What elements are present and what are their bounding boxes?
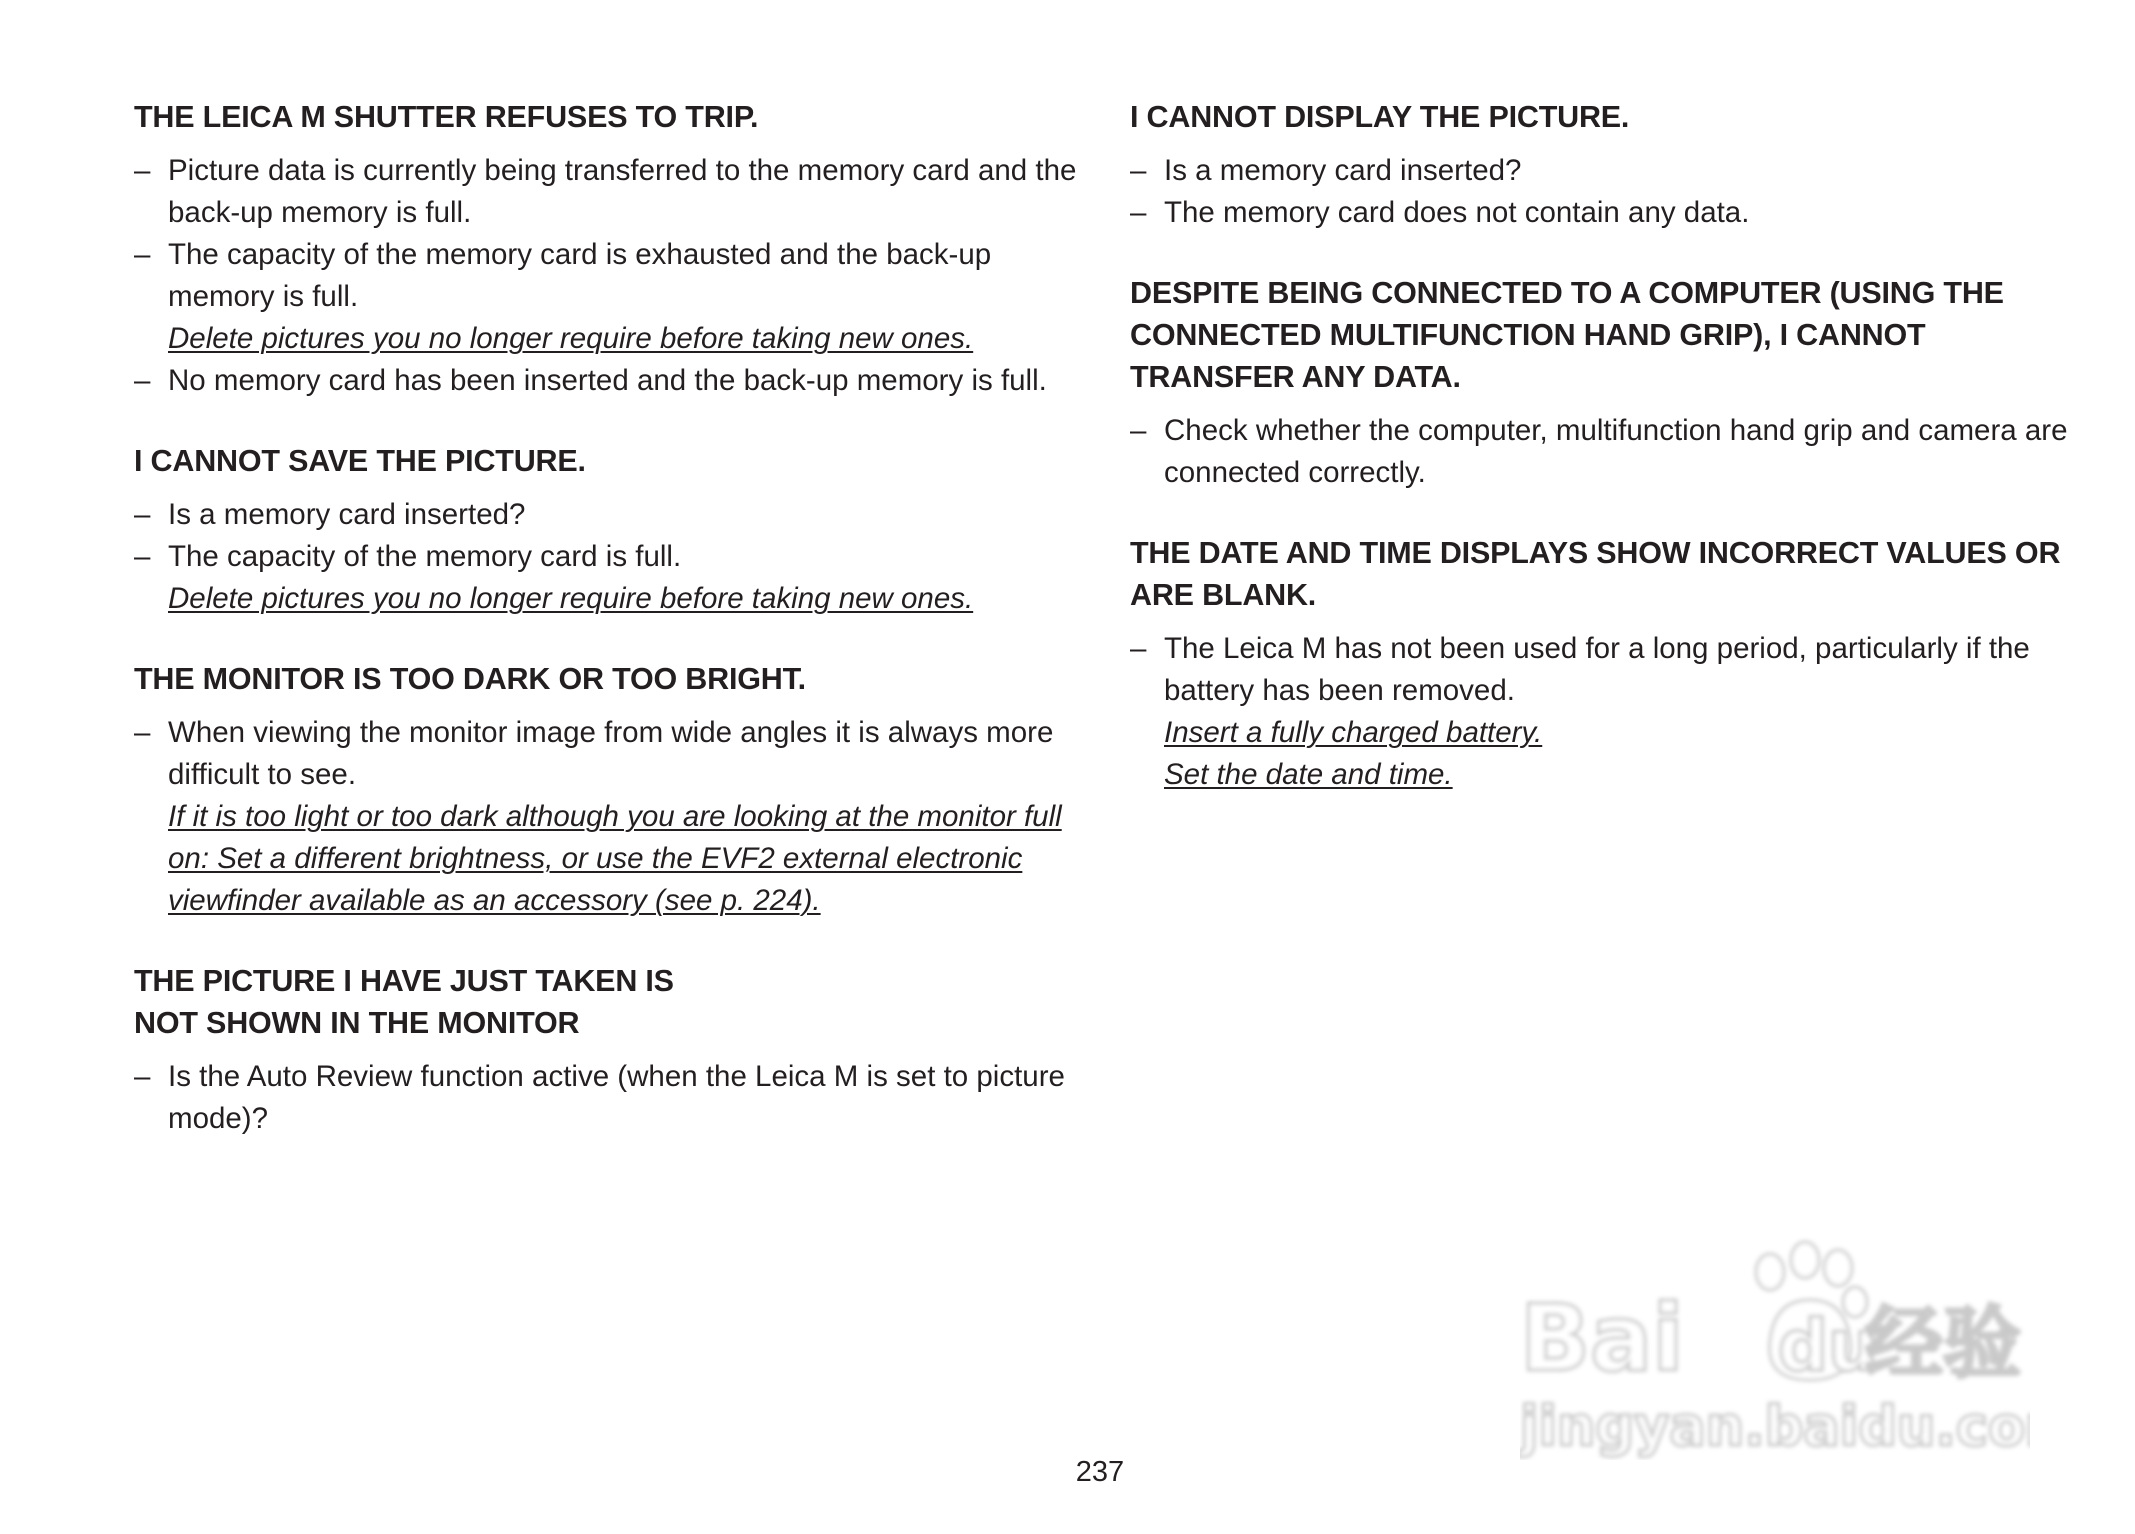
bullet-item bbox=[134, 150, 1084, 234]
bullet-text: The Leica M has not been used for a long period, particularly if the battery has been removed. bbox=[1164, 632, 2030, 707]
remedy-note: Delete pictures you no longer require before taking new ones. bbox=[168, 322, 974, 355]
bullet-text: Is the Auto Review function active (when the Leica M is set to picture mode)? bbox=[168, 1060, 1065, 1135]
bullet-dash: – bbox=[134, 1060, 151, 1093]
svg-text:du: du bbox=[1778, 1305, 1878, 1387]
bullet-text: Is a memory card inserted? bbox=[1164, 154, 1522, 187]
troubleshooting-section bbox=[134, 440, 1084, 620]
bullet-text: The memory card does not contain any data. bbox=[1164, 196, 1750, 229]
bullet-text: Is a memory card inserted? bbox=[168, 498, 526, 531]
bullet-text: No memory card has been inserted and the back-up memory is full. bbox=[168, 364, 1047, 397]
section-heading: I CANNOT SAVE THE PICTURE. bbox=[134, 444, 586, 478]
bullet-dash: – bbox=[1130, 196, 1147, 229]
bullet-text: The capacity of the memory card is exhausted and the back-up memory is full. bbox=[168, 238, 992, 313]
svg-text:jingyan.baidu.com: jingyan.baidu.com bbox=[1520, 1395, 2030, 1458]
bullet-item bbox=[134, 536, 1084, 620]
baidu-logo-icon bbox=[1520, 1220, 2030, 1460]
remedy-note: Insert a fully charged battery. Set the date and time. bbox=[1164, 716, 1543, 791]
page-number: 237 bbox=[1075, 1456, 1125, 1488]
bullet-dash: – bbox=[1130, 632, 1147, 665]
bullet-item bbox=[134, 360, 1084, 402]
bullet-dash: – bbox=[1130, 154, 1147, 187]
bullet-item bbox=[1130, 410, 2080, 494]
bullet-item bbox=[134, 494, 1084, 536]
bullet-item bbox=[134, 712, 1084, 922]
bullet-dash: – bbox=[134, 364, 151, 397]
bullet-item bbox=[1130, 150, 2080, 192]
left-column bbox=[134, 96, 1084, 1178]
bullet-item bbox=[134, 1056, 1084, 1140]
bullet-dash: – bbox=[134, 540, 151, 573]
troubleshooting-section bbox=[134, 658, 1084, 922]
baidu-watermark bbox=[1520, 1220, 2030, 1460]
bullet-item bbox=[1130, 192, 2080, 234]
remedy-note: If it is too light or too dark although you are looking at the monitor full on: Set a different brightness, or use the EVF2 external electronic viewfinder available as an accessory (see p. 224). bbox=[168, 800, 1062, 917]
section-heading: DESPITE BEING CONNECTED TO A COMPUTER (USING THE CONNECTED MULTIFUNCTION HAND GRIP), I CANNOT TRANSFER ANY DATA. bbox=[1130, 276, 2004, 394]
section-heading: THE LEICA M SHUTTER REFUSES TO TRIP. bbox=[134, 100, 759, 134]
svg-text:Bai: Bai bbox=[1520, 1285, 1684, 1392]
bullet-dash: – bbox=[134, 154, 151, 187]
section-heading: THE DATE AND TIME DISPLAYS SHOW INCORRECT VALUES OR ARE BLANK. bbox=[1130, 536, 2061, 612]
troubleshooting-section bbox=[1130, 272, 2080, 494]
bullet-dash: – bbox=[134, 238, 151, 271]
bullet-text: The capacity of the memory card is full. bbox=[168, 540, 682, 573]
section-heading: THE MONITOR IS TOO DARK OR TOO BRIGHT. bbox=[134, 662, 806, 696]
svg-text:经验: 经验 bbox=[1865, 1299, 2022, 1389]
troubleshooting-section bbox=[134, 960, 1084, 1140]
section-heading: I CANNOT DISPLAY THE PICTURE. bbox=[1130, 100, 1630, 134]
remedy-note: Delete pictures you no longer require before taking new ones. bbox=[168, 582, 974, 615]
bullet-dash: – bbox=[134, 498, 151, 531]
bullet-text: When viewing the monitor image from wide angles it is always more difficult to see. bbox=[168, 716, 1054, 791]
troubleshooting-section bbox=[1130, 532, 2080, 796]
bullet-dash: – bbox=[134, 716, 151, 749]
troubleshooting-section bbox=[134, 96, 1084, 402]
bullet-item bbox=[1130, 628, 2080, 796]
section-heading: THE PICTURE I HAVE JUST TAKEN IS NOT SHOWN IN THE MONITOR bbox=[134, 964, 674, 1040]
bullet-text: Check whether the computer, multifunction hand grip and camera are connected correctly. bbox=[1164, 414, 2068, 489]
bullet-dash: – bbox=[1130, 414, 1147, 447]
bullet-item bbox=[134, 234, 1084, 360]
troubleshooting-section bbox=[1130, 96, 2080, 234]
right-column bbox=[1130, 96, 2080, 834]
bullet-text: Picture data is currently being transferred to the memory card and the back-up memory is full. bbox=[168, 154, 1077, 229]
